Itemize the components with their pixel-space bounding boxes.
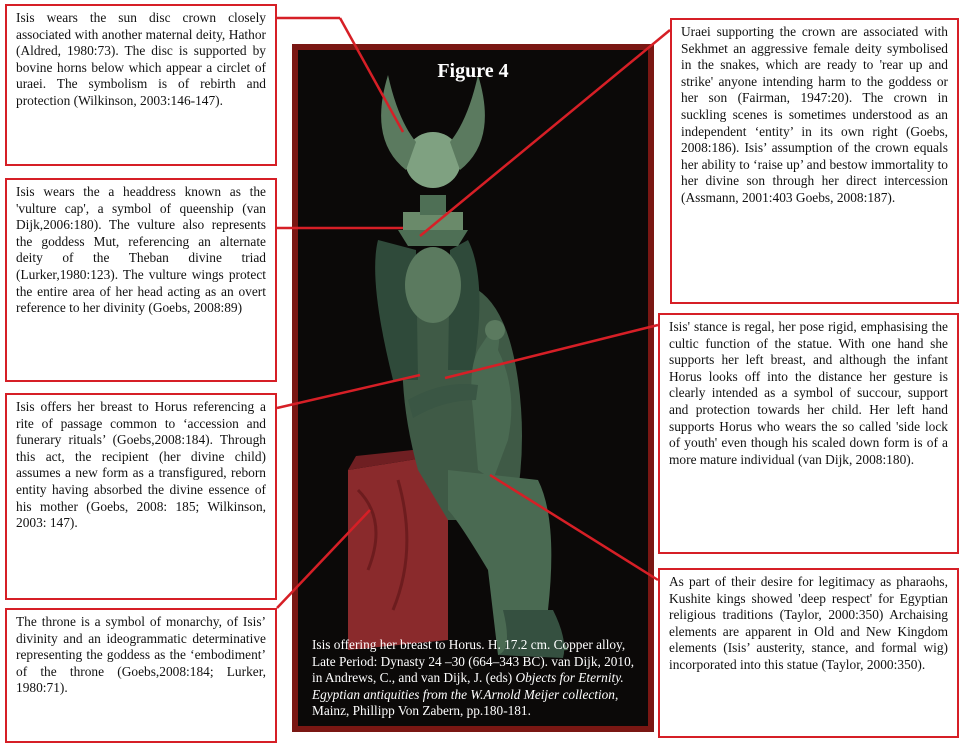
annotation-stance-text: Isis' stance is regal, her pose rigid, emphasising the cultic function of the statue. With one hand she supports her left breast, and although the infant Horus looks off into the distance her gesture is clearly intended as a symbol of succour, support and protection towards her child. Her left hand supports Horus who wears the so called 'side lock of youth' even though his scaled down form is of a more mature individual (van Dijk, 2008:180). (669, 319, 948, 467)
annotation-sun-disc-text: Isis wears the sun disc crown closely associated with another maternal deity, Hathor (Aldred, 1980:73). The disc is supported by bovine horns below which appear a circlet of uraei. The symbolism is of rebirth and protection (Wilkinson, 2003:146-147). (16, 10, 266, 108)
leader-line-breast (277, 375, 420, 408)
leader-line-uraei (420, 30, 670, 236)
annotation-uraei-text: Uraei supporting the crown are associated with Sekhmet an aggressive female deity symbolised in the snakes, which are ready to 'rear up and strike' anyone intending harm to the goddess or her son (Fairman, 1947:20). The crown in suckling scenes is sometimes understood as an independent ‘entity’ in its own right (Goebs, 2008:186). Isis’ assumption of the crown equals her ability to ‘raise up’ and bestow immortality to her divine son through her direct intercession (Assmann, 2001:403 Goebs, 2008:187). (681, 24, 948, 205)
caption-italic-title: Objects for Eternity. Egyptian antiquities from the W.Arnold Meijer collection (312, 670, 624, 702)
leader-line-kushite (490, 475, 658, 580)
annotation-breast-text: Isis offers her breast to Horus referencing a rite of passage common to ‘accession and funerary rituals’ (Goebs,2008:184). Through this act, the recipient (her divine child) assumes a new form as a transfigured, reborn entity having absorbed the divine essence of his mother (Goebs, 2008: 185; Wilkinson, 2003: 147). (16, 399, 266, 531)
caption-end: , Mainz, Phillipp Von Zabern, pp.180-181. (312, 686, 619, 719)
figure-title: Figure 4 (437, 60, 509, 82)
annotation-vulture-cap-text: Isis wears the a headdress known as the 'vulture cap', a symbol of queenship (van Dijk,2006:180). The vulture also represents the goddess Mut, referencing an alternate deity of the Theban divine triad (Lurker,1980:123). The vulture wings protect the entire area of her head acting as an overt reference to her divinity (Goebs, 2008:89) (16, 184, 266, 316)
leader-line-stance (445, 325, 658, 378)
leader-line-throne (277, 510, 370, 608)
caption-text: Isis offering her breast to Horus. H. 17.2 cm. Copper alloy, Late Period: Dynasty 24 –30 (664–343 BC). van Dijk, 2010, in Andrews, C., and van Dijk, J. (eds) (312, 637, 635, 686)
annotation-throne-text: The throne is a symbol of monarchy, of Isis’ divinity and an ideogrammatic determinative representing the goddess as the ‘embodiment’ of the throne (Goebs,2008:184; Lurker, 1980:71). (16, 614, 266, 696)
annotation-kushite-text: As part of their desire for legitimacy as pharaohs, Kushite kings showed 'deep respect' for Egyptian religious traditions (Taylor, 2000:350) Archaising elements are apparent in Old and New Kingdom elements (Isis’ austerity, stance, and formal wig) incorporated into this statue (Taylor, 2000:350). (669, 574, 948, 672)
